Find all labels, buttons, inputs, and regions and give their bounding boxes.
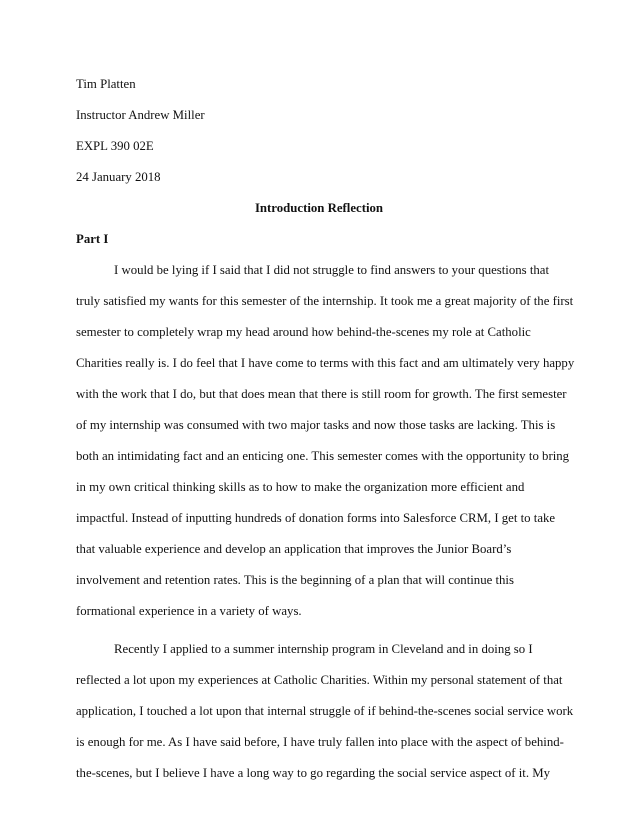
- paragraph-line: truly satisfied my wants for this semester of the internship. It took me a great majority of the first: [76, 294, 574, 308]
- paragraph-line: impactful. Instead of inputting hundreds of donation forms into Salesforce CRM, I get to take: [76, 511, 556, 525]
- author-name: Tim Platten: [76, 77, 136, 91]
- instructor-name: Instructor Andrew Miller: [76, 108, 205, 122]
- paragraph-line: Charities really is. I do feel that I have come to terms with this fact and am ultimately very happy: [76, 356, 575, 370]
- document-date: 24 January 2018: [76, 170, 161, 184]
- paragraph-line: involvement and retention rates. This is the beginning of a plan that will continue this: [76, 573, 514, 587]
- paragraph-line: both an intimidating fact and an enticing one. This semester comes with the opportunity to bring: [76, 449, 570, 463]
- paragraph-line: with the work that I do, but that does mean that there is still room for growth. The first semester: [76, 387, 567, 401]
- section-heading: Part I: [76, 232, 109, 246]
- paragraph-line: reflected a lot upon my experiences at Catholic Charities. Within my personal statement of that: [76, 673, 563, 687]
- paragraph-line: is enough for me. As I have said before, I have truly fallen into place with the aspect of behind-: [76, 735, 564, 749]
- paragraph-line: semester to completely wrap my head around how behind-the-scenes my role at Catholic: [76, 325, 531, 339]
- document-title: Introduction Reflection: [254, 201, 384, 215]
- paragraph-line: I would be lying if I said that I did not struggle to find answers to your questions that: [114, 263, 550, 277]
- paragraph-line: the-scenes, but I believe I have a long way to go regarding the social service aspect of it. My: [76, 766, 551, 780]
- paragraph-line: that valuable experience and develop an application that improves the Junior Board’s: [76, 542, 512, 556]
- paragraph-line: Recently I applied to a summer internship program in Cleveland and in doing so I: [114, 642, 533, 656]
- course-code: EXPL 390 02E: [76, 139, 154, 153]
- paragraph-line: of my internship was consumed with two major tasks and now those tasks are lacking. This is: [76, 418, 556, 432]
- paragraph-line: formational experience in a variety of ways.: [76, 604, 302, 618]
- paragraph-line: application, I touched a lot upon that internal struggle of if behind-the-scenes social service work: [76, 704, 574, 718]
- paragraph-line: in my own critical thinking skills as to how to make the organization more efficient and: [76, 480, 525, 494]
